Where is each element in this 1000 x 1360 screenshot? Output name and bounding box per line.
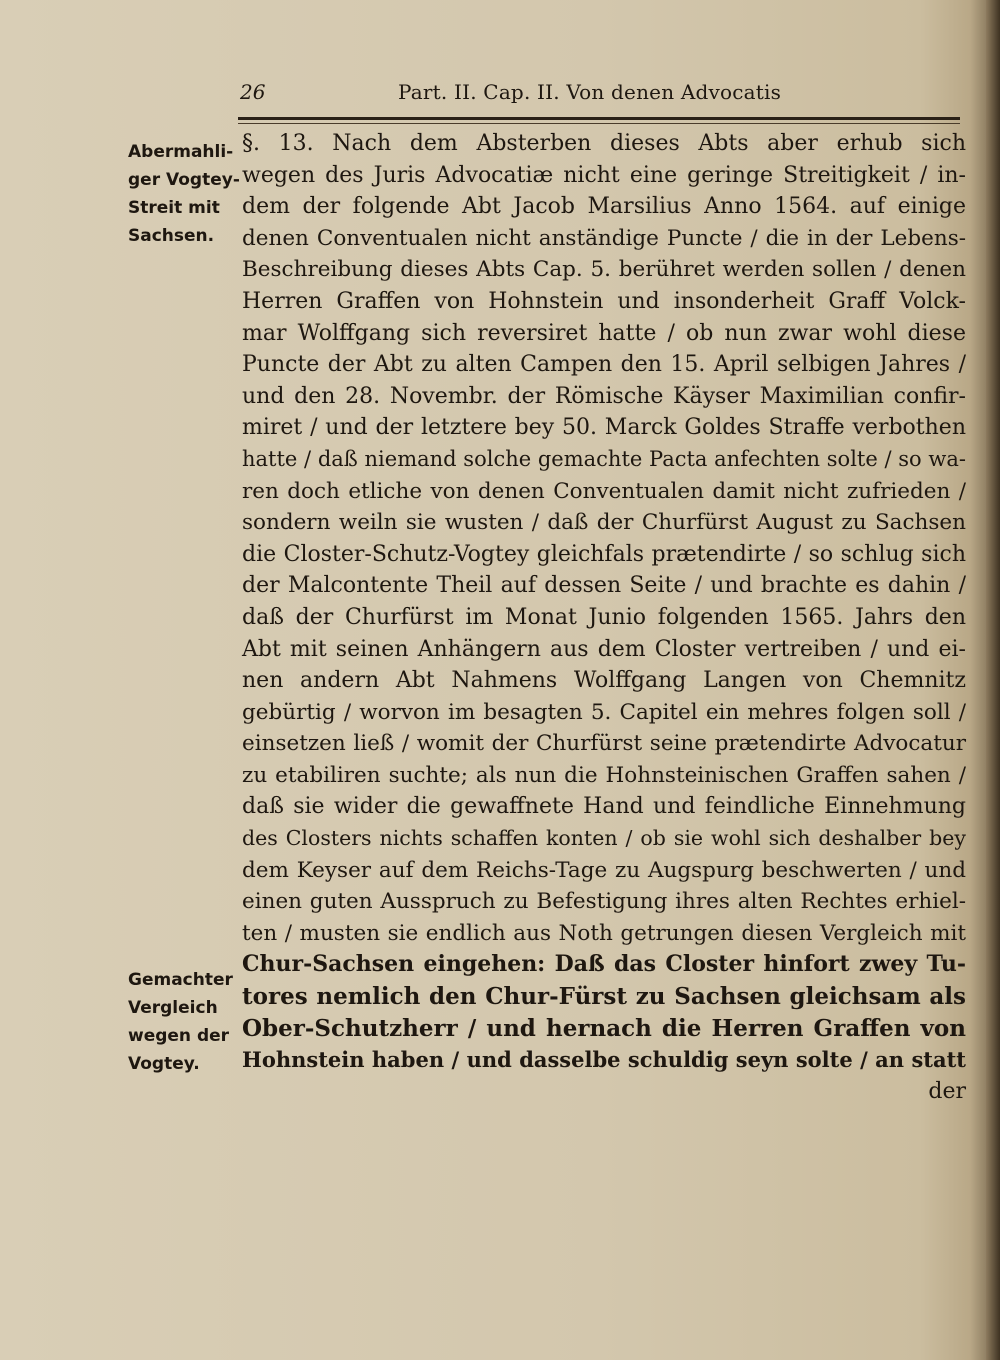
text-line: hatte / daß niemand solche gemachte Pacta anfechten solte / so wa-	[242, 446, 966, 471]
text-line: wegen des Juris Advocatiæ nicht eine geringe Streitigkeit / in-	[242, 162, 966, 188]
text-line: Beschreibung dieses Abts Cap. 5. berühret werden sollen / denen	[242, 257, 966, 283]
text-line: tores nemlich den Chur-Fürst zu Sachsen gleichsam als	[242, 983, 966, 1011]
text-line: daß der Churfürst im Monat Junio folgenden 1565. Jahrs den	[242, 604, 966, 630]
text-line: denen Conventualen nicht anständige Puncte / die in der Lebens-	[242, 225, 966, 251]
margin-note-line: Gemachter	[128, 970, 233, 990]
text-line: nen andern Abt Nahmens Wolffgang Langen von Chemnitz	[242, 668, 966, 694]
body-text	[242, 128, 966, 1107]
text-line: gebürtig / worvon im besagten 5. Capitel ein mehres folgen soll /	[242, 699, 966, 725]
margin-note-line: Vogtey.	[128, 1054, 200, 1074]
running-title: Part. II. Cap. II. Von denen Advocatis	[398, 80, 782, 104]
margin-note-1	[128, 138, 240, 250]
text-line: einsetzen ließ / womit der Churfürst seine prætendirte Advocatur	[242, 731, 966, 757]
margin-note-line: Sachsen.	[128, 226, 215, 246]
text-line: miret / und der letztere bey 50. Marck Goldes Straffe verbothen	[242, 415, 966, 441]
text-line: Abt mit seinen Anhängern aus dem Closter vertreiben / und ei-	[242, 636, 966, 662]
text-line: Chur-Sachsen eingehen: Daß das Closter hinfort zwey Tu-	[242, 951, 966, 978]
text-line: §. 13. Nach dem Absterben dieses Abts aber erhub sich	[242, 131, 966, 156]
margin-note-line: wegen der	[128, 1026, 230, 1046]
text-line: ren doch etliche von denen Conventualen damit nicht zufrieden /	[242, 478, 966, 504]
text-line: und den 28. Novembr. der Römische Käyser Maximilian confir-	[242, 383, 966, 409]
catchword: der	[928, 1078, 966, 1104]
page-number: 26	[240, 80, 266, 104]
text-line: zu etabiliren suchte; als nun die Hohnsteinischen Graffen sahen /	[242, 762, 966, 788]
margin-note-line: ger Vogtey-	[128, 170, 240, 190]
text-line: die Closter-Schutz-Vogtey gleichfals prætendirte / so schlug sich	[242, 541, 966, 567]
text-line: einen guten Ausspruch zu Befestigung ihres alten Rechtes erhiel-	[242, 889, 966, 915]
text-line: daß sie wider die gewaffnete Hand und feindliche Einnehmung	[242, 794, 966, 820]
text-line: Herren Graffen von Hohnstein und insonderheit Graff Volck-	[242, 288, 966, 314]
margin-note-line: Streit mit	[128, 198, 220, 218]
text-line: des Closters nichts schaffen konten / ob sie wohl sich deshalber bey	[242, 826, 966, 851]
text-line: Ober-Schutzherr / und hernach die Herren Graffen von	[242, 1014, 966, 1042]
text-line: ten / musten sie endlich aus Noth getrungen diesen Vergleich mit	[242, 920, 966, 946]
text-line: mar Wolffgang sich reversiret hatte / ob nun zwar wohl diese	[242, 320, 966, 346]
text-line: sondern weiln sie wusten / daß der Churfürst August zu Sachsen	[242, 510, 966, 536]
running-header	[232, 80, 832, 116]
text-line: dem der folgende Abt Jacob Marsilius Anno 1564. auf einige	[242, 194, 966, 220]
text-line: Puncte der Abt zu alten Campen den 15. April selbigen Jahres /	[242, 352, 966, 378]
margin-note-line: Abermahli-	[128, 142, 234, 162]
margin-note-line: Vergleich	[128, 998, 218, 1018]
page-edge-shadow	[986, 0, 1000, 1360]
margin-note-2	[128, 966, 233, 1078]
text-line: der Malcontente Theil auf dessen Seite / und brachte es dahin /	[242, 573, 966, 599]
text-line: Hohnstein haben / und dasselbe schuldig seyn solte / an statt	[242, 1047, 966, 1073]
header-rule-thin	[238, 123, 960, 124]
header-rule	[238, 117, 960, 120]
text-line: dem Keyser auf dem Reichs-Tage zu Augspurg beschwerten / und	[242, 857, 966, 883]
